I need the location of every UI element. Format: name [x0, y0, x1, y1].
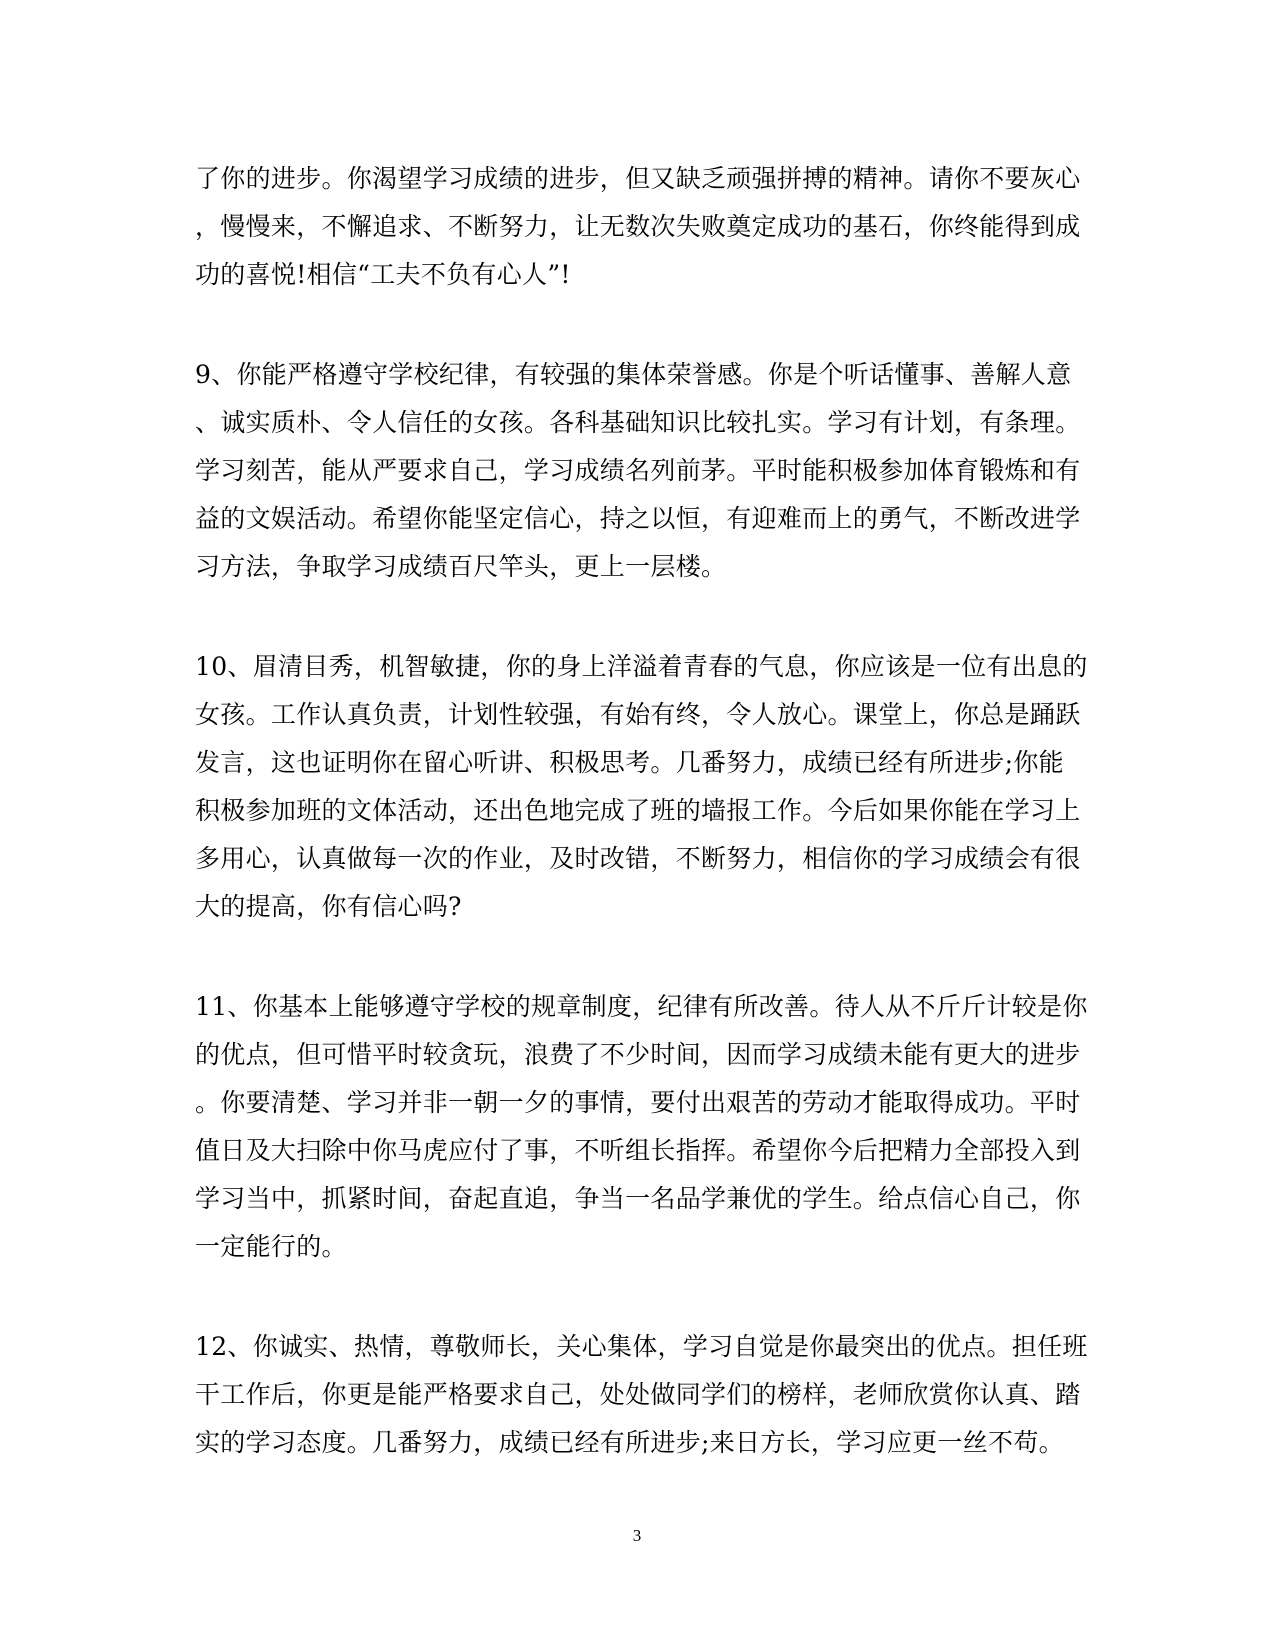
paragraph-11 [195, 983, 1088, 1271]
text-line: 。你要清楚、学习并非一朝一夕的事情，要付出艰苦的劳动才能取得成功。平时 [195, 1088, 1081, 1117]
text-line: 11、你基本上能够遵守学校的规章制度，纪律有所改善。待人从不斤斤计较是你 [195, 992, 1088, 1021]
text-line: 9、你能严格遵守学校纪律，有较强的集体荣誉感。你是个听话懂事、善解人意 [195, 360, 1072, 389]
text-line: 益的文娱活动。希望你能坚定信心，持之以恒，有迎难而上的勇气，不断改进学 [195, 504, 1081, 533]
text-line: 功的喜悦!相信“工夫不负有心人”! [195, 260, 571, 289]
paragraph-10 [195, 643, 1088, 931]
paragraph-gap [195, 1271, 1075, 1323]
text-line: 积极参加班的文体活动，还出色地完成了班的墙报工作。今后如果你能在学习上 [195, 796, 1081, 825]
paragraph-gap [195, 931, 1075, 983]
text-line: 一定能行的。 [195, 1232, 347, 1261]
text-line: 习方法，争取学习成绩百尺竿头，更上一层楼。 [195, 552, 727, 581]
text-line: 发言，这也证明你在留心听讲、积极思考。几番努力，成绩已经有所进步;你能 [195, 748, 1064, 777]
text-line: 女孩。工作认真负责，计划性较强，有始有终，令人放心。课堂上，你总是踊跃 [195, 700, 1081, 729]
text-line: 实的学习态度。几番努力，成绩已经有所进步;来日方长，学习应更一丝不苟。 [195, 1428, 1064, 1457]
text-line: 学习当中，抓紧时间，奋起直追，争当一名品学兼优的学生。给点信心自己，你 [195, 1184, 1081, 1213]
text-line: 值日及大扫除中你马虎应付了事，不听组长指挥。希望你今后把精力全部投入到 [195, 1136, 1081, 1165]
page-number: 3 [632, 1526, 642, 1545]
paragraph-9 [195, 351, 1081, 591]
text-line: 大的提高，你有信心吗? [195, 892, 462, 921]
text-line: ，慢慢来，不懈追求、不断努力，让无数次失败奠定成功的基石，你终能得到成 [195, 212, 1081, 241]
paragraph-12 [195, 1323, 1088, 1467]
text-line: 的优点，但可惜平时较贪玩，浪费了不少时间，因而学习成绩未能有更大的进步 [195, 1040, 1081, 1069]
paragraph-gap [195, 591, 1075, 643]
paragraph-gap [195, 299, 1075, 351]
text-line: 、诚实质朴、令人信任的女孩。各科基础知识比较扎实。学习有计划，有条理。 [195, 408, 1081, 437]
text-line: 了你的进步。你渴望学习成绩的进步，但又缺乏顽强拼搏的精神。请你不要灰心 [195, 164, 1081, 193]
text-line: 学习刻苦，能从严要求自己，学习成绩名列前茅。平时能积极参加体育锻炼和有 [195, 456, 1081, 485]
document-body [195, 155, 1088, 1467]
text-line: 多用心，认真做每一次的作业，及时改错，不断努力，相信你的学习成绩会有很 [195, 844, 1081, 873]
text-line: 10、眉清目秀，机智敏捷，你的身上洋溢着青春的气息，你应该是一位有出息的 [195, 652, 1088, 681]
text-line: 12、你诚实、热情，尊敬师长，关心集体，学习自觉是你最突出的优点。担任班 [195, 1332, 1088, 1361]
paragraph-continued [195, 155, 1081, 299]
text-line: 干工作后，你更是能严格要求自己，处处做同学们的榜样，老师欣赏你认真、踏 [195, 1380, 1081, 1409]
